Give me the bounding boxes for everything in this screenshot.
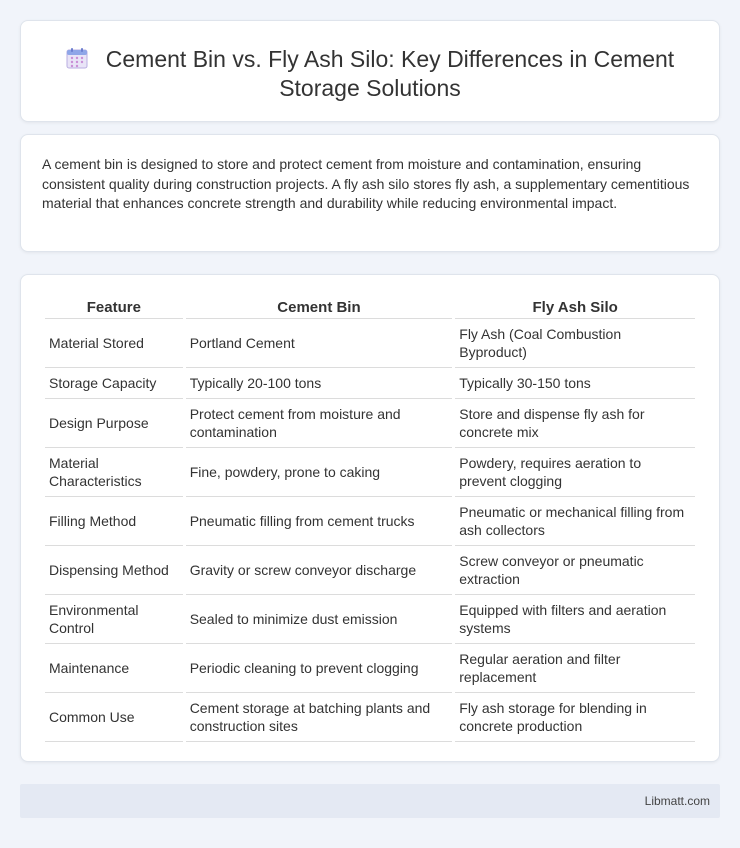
calendar-icon xyxy=(66,47,88,69)
cement-bin-cell: Portland Cement xyxy=(186,319,453,368)
title-wrap xyxy=(61,45,679,103)
feature-cell: Dispensing Method xyxy=(45,546,183,595)
fly-ash-silo-cell: Regular aeration and filter replacement xyxy=(455,644,695,693)
feature-cell: Environmental Control xyxy=(45,595,183,644)
cement-bin-cell: Gravity or screw conveyor discharge xyxy=(186,546,453,595)
table-row xyxy=(45,399,695,448)
column-header-cement-bin: Cement Bin xyxy=(186,295,453,319)
table-row xyxy=(45,546,695,595)
cement-bin-cell: Cement storage at batching plants and construction sites xyxy=(186,693,453,742)
fly-ash-silo-cell: Fly ash storage for blending in concrete production xyxy=(455,693,695,742)
table-row xyxy=(45,595,695,644)
fly-ash-silo-cell: Equipped with filters and aeration systems xyxy=(455,595,695,644)
cement-bin-cell: Pneumatic filling from cement trucks xyxy=(186,497,453,546)
cement-bin-cell: Fine, powdery, prone to caking xyxy=(186,448,453,497)
column-header-feature: Feature xyxy=(45,295,183,319)
table-row xyxy=(45,319,695,368)
feature-cell: Filling Method xyxy=(45,497,183,546)
table-row xyxy=(45,497,695,546)
fly-ash-silo-cell: Screw conveyor or pneumatic extraction xyxy=(455,546,695,595)
page-title-text: Cement Bin vs. Fly Ash Silo: Key Differences in Cement Storage Solutions xyxy=(105,46,675,101)
cement-bin-cell: Sealed to minimize dust emission xyxy=(186,595,453,644)
title-card xyxy=(20,20,720,122)
table-row xyxy=(45,448,695,497)
fly-ash-silo-cell: Store and dispense fly ash for concrete mix xyxy=(455,399,695,448)
feature-cell: Maintenance xyxy=(45,644,183,693)
feature-cell: Common Use xyxy=(45,693,183,742)
cement-bin-cell: Typically 20-100 tons xyxy=(186,368,453,399)
table-row xyxy=(45,644,695,693)
intro-paragraph: A cement bin is designed to store and protect cement from moisture and contamination, ensuring consistent quality during construction projects. A fly ash silo stores fly ash, a supplementary cementitious material that enhances concrete strength and durability while reducing environmental impact. xyxy=(42,156,690,211)
table-header-row xyxy=(45,295,695,319)
table-row xyxy=(45,693,695,742)
feature-cell: Storage Capacity xyxy=(45,368,183,399)
fly-ash-silo-cell: Fly Ash (Coal Combustion Byproduct) xyxy=(455,319,695,368)
feature-cell: Material Stored xyxy=(45,319,183,368)
cement-bin-cell: Protect cement from moisture and contamination xyxy=(186,399,453,448)
table-row xyxy=(45,368,695,399)
feature-cell: Material Characteristics xyxy=(45,448,183,497)
footer-bar xyxy=(20,784,720,818)
fly-ash-silo-cell: Typically 30-150 tons xyxy=(455,368,695,399)
fly-ash-silo-cell: Pneumatic or mechanical filling from ash collectors xyxy=(455,497,695,546)
page-title xyxy=(61,45,679,103)
intro-card xyxy=(20,134,720,252)
comparison-card xyxy=(20,274,720,762)
column-header-fly-ash-silo: Fly Ash Silo xyxy=(455,295,695,319)
comparison-table xyxy=(42,295,698,742)
fly-ash-silo-cell: Powdery, requires aeration to prevent clogging xyxy=(455,448,695,497)
feature-cell: Design Purpose xyxy=(45,399,183,448)
cement-bin-cell: Periodic cleaning to prevent clogging xyxy=(186,644,453,693)
footer-site-link[interactable]: Libmatt.com xyxy=(644,794,710,808)
